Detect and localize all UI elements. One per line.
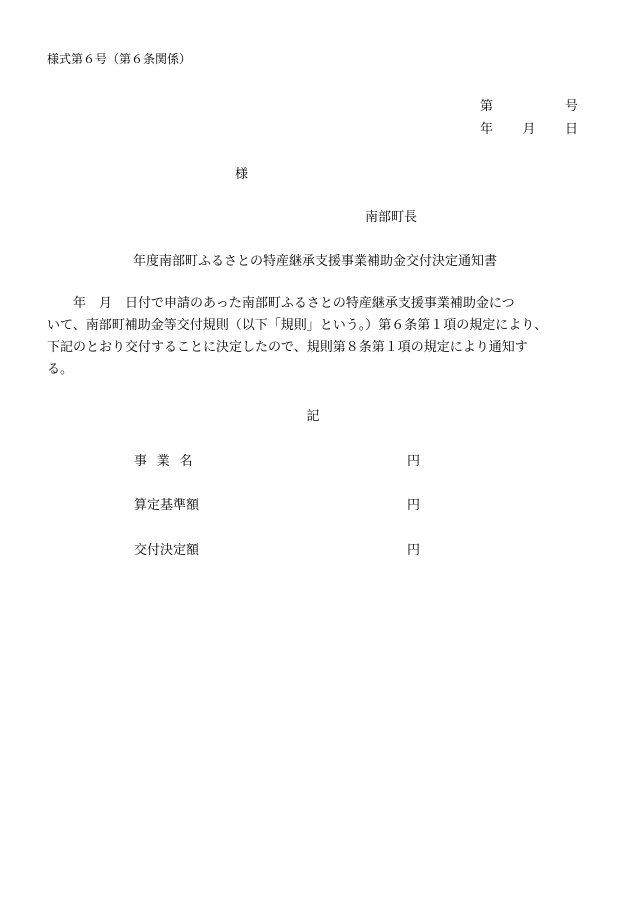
item-label-decision-amount: 交付決定額 [134, 543, 200, 558]
item-unit-yen: 円 [407, 454, 421, 469]
item-unit-yen: 円 [407, 498, 421, 513]
body-paragraph [47, 293, 583, 381]
body-line: いて、南部町補助金等交付規則（以下「規則」という。）第６条第１項の規定により、 [47, 318, 548, 333]
item-unit-yen: 円 [407, 543, 421, 558]
document-title: 年度南部町ふるさとの特産継承支援事業補助金交付決定通知書 [132, 254, 497, 269]
item-label-business-name: 事業名 [134, 454, 203, 469]
doc-number-suffix: 号 [564, 99, 578, 114]
body-line: 下記のとおり交付することに決定したので、規則第８条第１項の規定により通知す [47, 340, 528, 355]
item-label-base-amount: 算定基準額 [134, 498, 200, 513]
document-date [480, 118, 578, 137]
ki-heading: 記 [306, 409, 320, 424]
body-line: る。 [47, 362, 74, 377]
body-line: 年 月 日付で申請のあった南部町ふるさとの特産継承支援事業補助金につ [47, 296, 515, 311]
recipient: 様 [235, 167, 249, 182]
doc-number-prefix: 第 [480, 99, 494, 114]
form-number: 様式第６号（第６条関係） [47, 52, 192, 66]
sender: 南部町長 [365, 210, 418, 225]
date-day: 日 [564, 122, 578, 137]
date-month: 月 [522, 122, 536, 137]
date-year: 年 [480, 122, 494, 137]
document-number [480, 95, 578, 114]
